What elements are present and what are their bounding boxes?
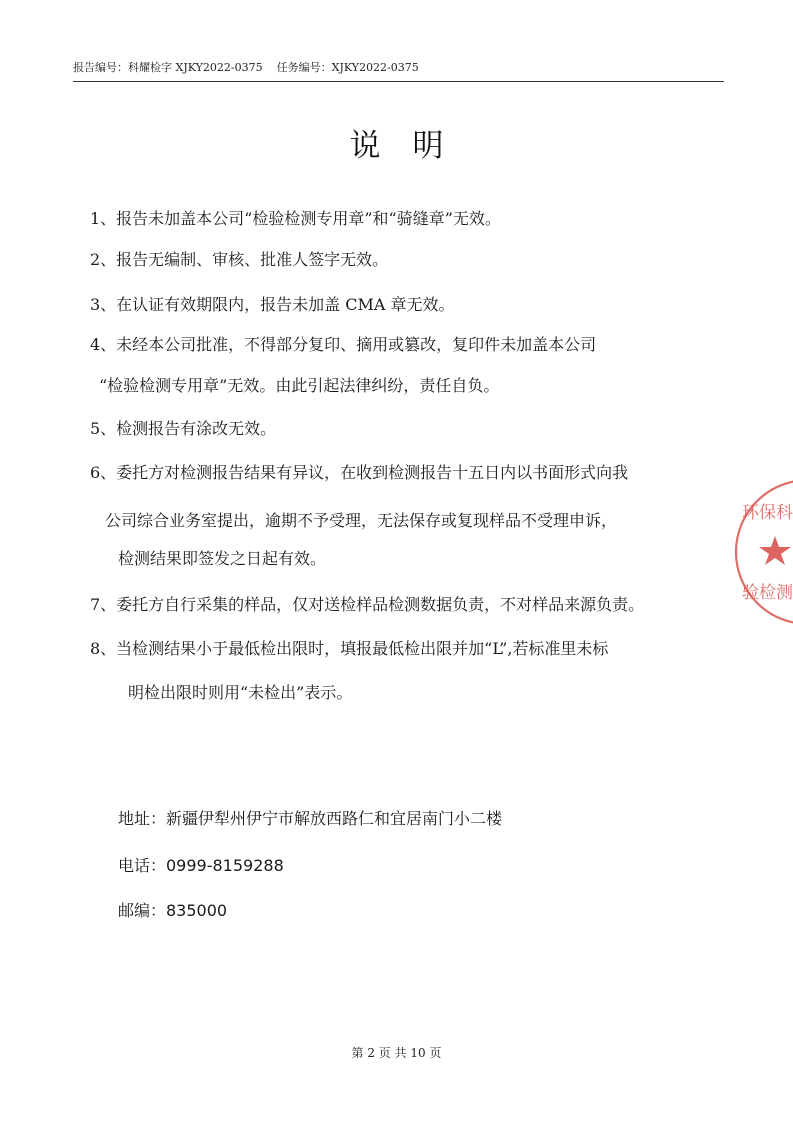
instruction-item-4: 4、未经本公司批准，不得部分复印、摘用或篡改，复印件未加盖本公司 (90, 335, 597, 354)
company-postcode: 邮编：835000 (118, 901, 228, 920)
company-seal-fragment (730, 470, 793, 630)
instruction-item-7: 7、委托方自行采集的样品，仅对送检样品检测数据负责，不对样品来源负责。 (90, 595, 645, 614)
report-header (73, 55, 724, 82)
instruction-item-6-cont-2: 检测结果即签发之日起有效。 (118, 549, 327, 568)
instruction-item-3: 3、在认证有效期限内，报告未加盖 CMA 章无效。 (90, 295, 455, 314)
task-number: 任务编号：XJKY2022-0375 (276, 61, 419, 74)
company-phone: 电话：0999-8159288 (118, 856, 284, 875)
instruction-item-4-cont: “检验检测专用章”无效。由此引起法律纠纷，责任自负。 (99, 376, 500, 395)
report-number: 报告编号：科耀检字 XJKY2022-0375 (73, 61, 263, 74)
page-number: 第 2 页 共 10 页 (351, 1046, 442, 1060)
svg-text:验检测: 验检测 (742, 583, 793, 603)
svg-text:环保科: 环保科 (742, 503, 793, 523)
page-title: 说明 (349, 128, 476, 164)
instruction-item-6-cont-1: 公司综合业务室提出，逾期不予受理，无法保存或复现样品不受理申诉， (105, 511, 618, 530)
instruction-item-2: 2、报告无编制、审核、批准人签字无效。 (90, 250, 389, 269)
instruction-item-6: 6、委托方对检测报告结果有异议，在收到检测报告十五日内以书面形式向我 (90, 463, 629, 482)
instruction-item-5: 5、检测报告有涂改无效。 (90, 419, 277, 438)
seal-stamp-icon (730, 470, 793, 630)
instruction-item-8: 8、当检测结果小于最低检出限时，填报最低检出限并加“L”,若标准里未标 (90, 639, 609, 658)
instruction-item-1: 1、报告未加盖本公司“检验检测专用章”和“骑缝章”无效。 (90, 209, 501, 228)
instruction-item-8-cont: 明检出限时则用“未检出”表示。 (128, 683, 353, 702)
company-address: 地址：新疆伊犁州伊宁市解放西路仁和宜居南门小二楼 (118, 809, 503, 828)
